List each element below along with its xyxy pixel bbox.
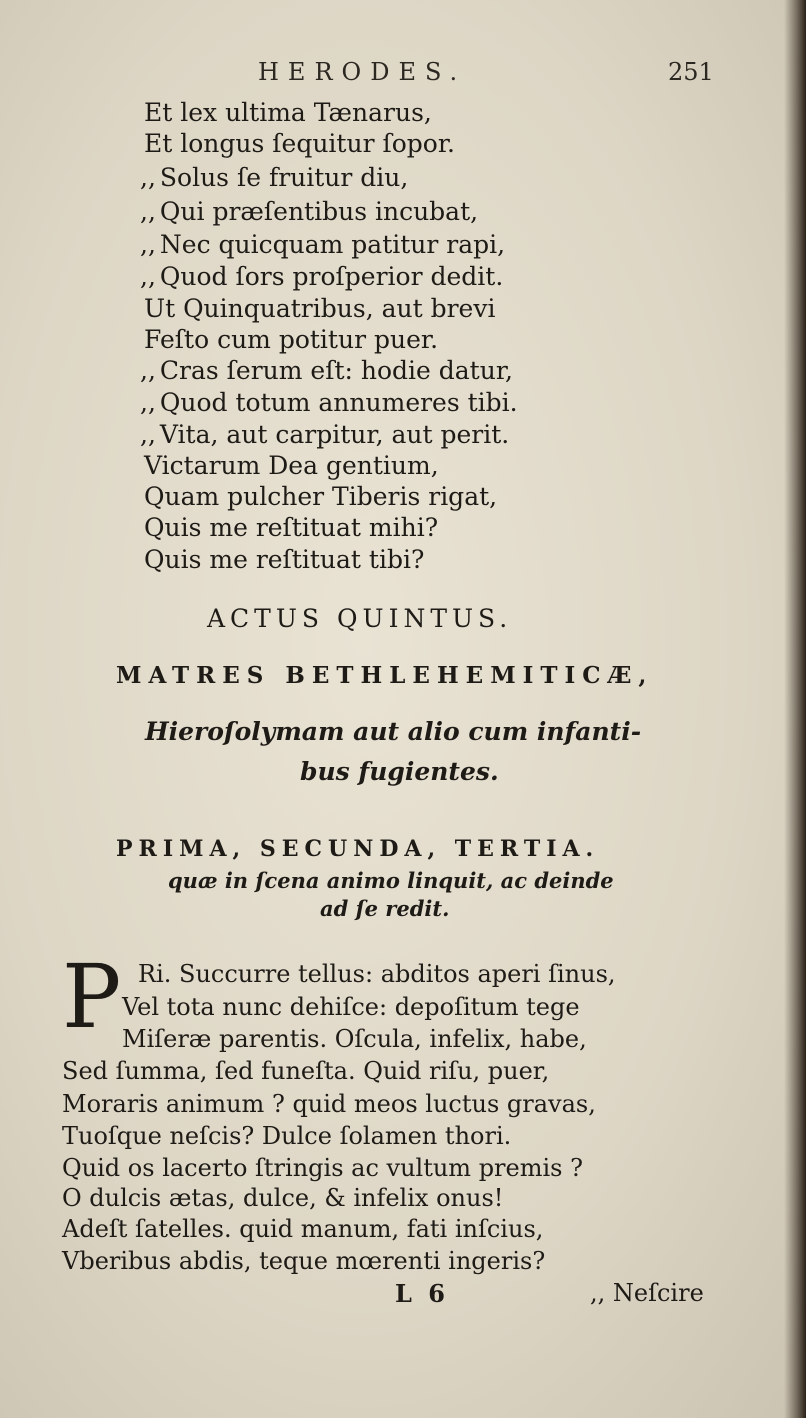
verse-line: ,, Nec quicquam patitur rapi,	[140, 230, 506, 259]
verse-line: Feſto cum potitur puer.	[144, 325, 439, 354]
act-heading: ACTUS QUINTUS.	[207, 604, 513, 633]
speech-line: Vel tota nunc dehiſce: depoſitum tege	[122, 993, 580, 1021]
stage-direction-line: Hieroſolymam aut alio cum infanti-	[145, 717, 642, 746]
page-gutter-shadow	[784, 0, 806, 1418]
page-number: 251	[668, 58, 714, 86]
stage-direction-line: ad ſe redit.	[320, 896, 450, 921]
verse-line: Et longus ſequitur ſopor.	[144, 129, 455, 158]
speech-line: Miſeræ parentis. Oſcula, infelix, habe,	[122, 1025, 587, 1053]
verse-line: Victarum Dea gentium,	[144, 451, 439, 480]
verse-line: ,, Quod ſors proſperior dedit.	[140, 262, 504, 291]
verse-line: Et lex ultima Tænarus,	[144, 98, 432, 127]
verse-line: Quis me reſtituat mihi?	[144, 513, 439, 542]
speech-line: Adeſt ſatelles. quid manum, fati inſcius,	[62, 1215, 544, 1243]
verse-line: ,, Vita, aut carpitur, aut perit.	[140, 420, 510, 449]
signature-mark: L 6	[395, 1279, 449, 1308]
verse-line: Quis me reſtituat tibi?	[144, 545, 425, 574]
speakers-heading: PRIMA, SECUNDA, TERTIA.	[116, 836, 600, 862]
verse-line: ,, Qui præſentibus incubat,	[140, 197, 479, 226]
speech-first-line: Ri. Succurre tellus: abditos aperi ſinus,	[138, 960, 616, 988]
verse-line: Ut Quinquatribus, aut brevi	[144, 294, 496, 323]
stage-direction-line: bus fugientes.	[300, 757, 499, 786]
speech-line: Moraris animum ? quid meos luctus gravas,	[62, 1090, 596, 1118]
speech-line: Quid os lacerto ſtringis ac vultum premis ?	[62, 1154, 583, 1182]
speech-line: O dulcis ætas, dulce, & infelix onus!	[62, 1184, 504, 1212]
running-head: HERODES.	[258, 58, 467, 86]
catchword: ,, Neſcire	[590, 1279, 704, 1307]
speech-line: Vberibus abdis, teque mœrenti ingeris?	[62, 1247, 546, 1275]
speech-line: Sed ſumma, ſed funeſta. Quid riſu, puer,	[62, 1057, 550, 1085]
speech-line: Tuoſque neſcis? Dulce ſolamen thori.	[62, 1122, 512, 1150]
verse-line: ,, Cras ſerum eſt: hodie datur,	[140, 356, 513, 385]
verse-line: ,, Solus ſe fruitur diu,	[140, 163, 409, 192]
drop-capital: P	[62, 945, 122, 1048]
stage-direction-line: quæ in ſcena animo linquit, ac deinde	[168, 868, 614, 893]
characters-heading: MATRES BETHLEHEMITICÆ,	[116, 662, 654, 689]
verse-line: Quam pulcher Tiberis rigat,	[144, 482, 498, 511]
verse-line: ,, Quod totum annumeres tibi.	[140, 388, 518, 417]
